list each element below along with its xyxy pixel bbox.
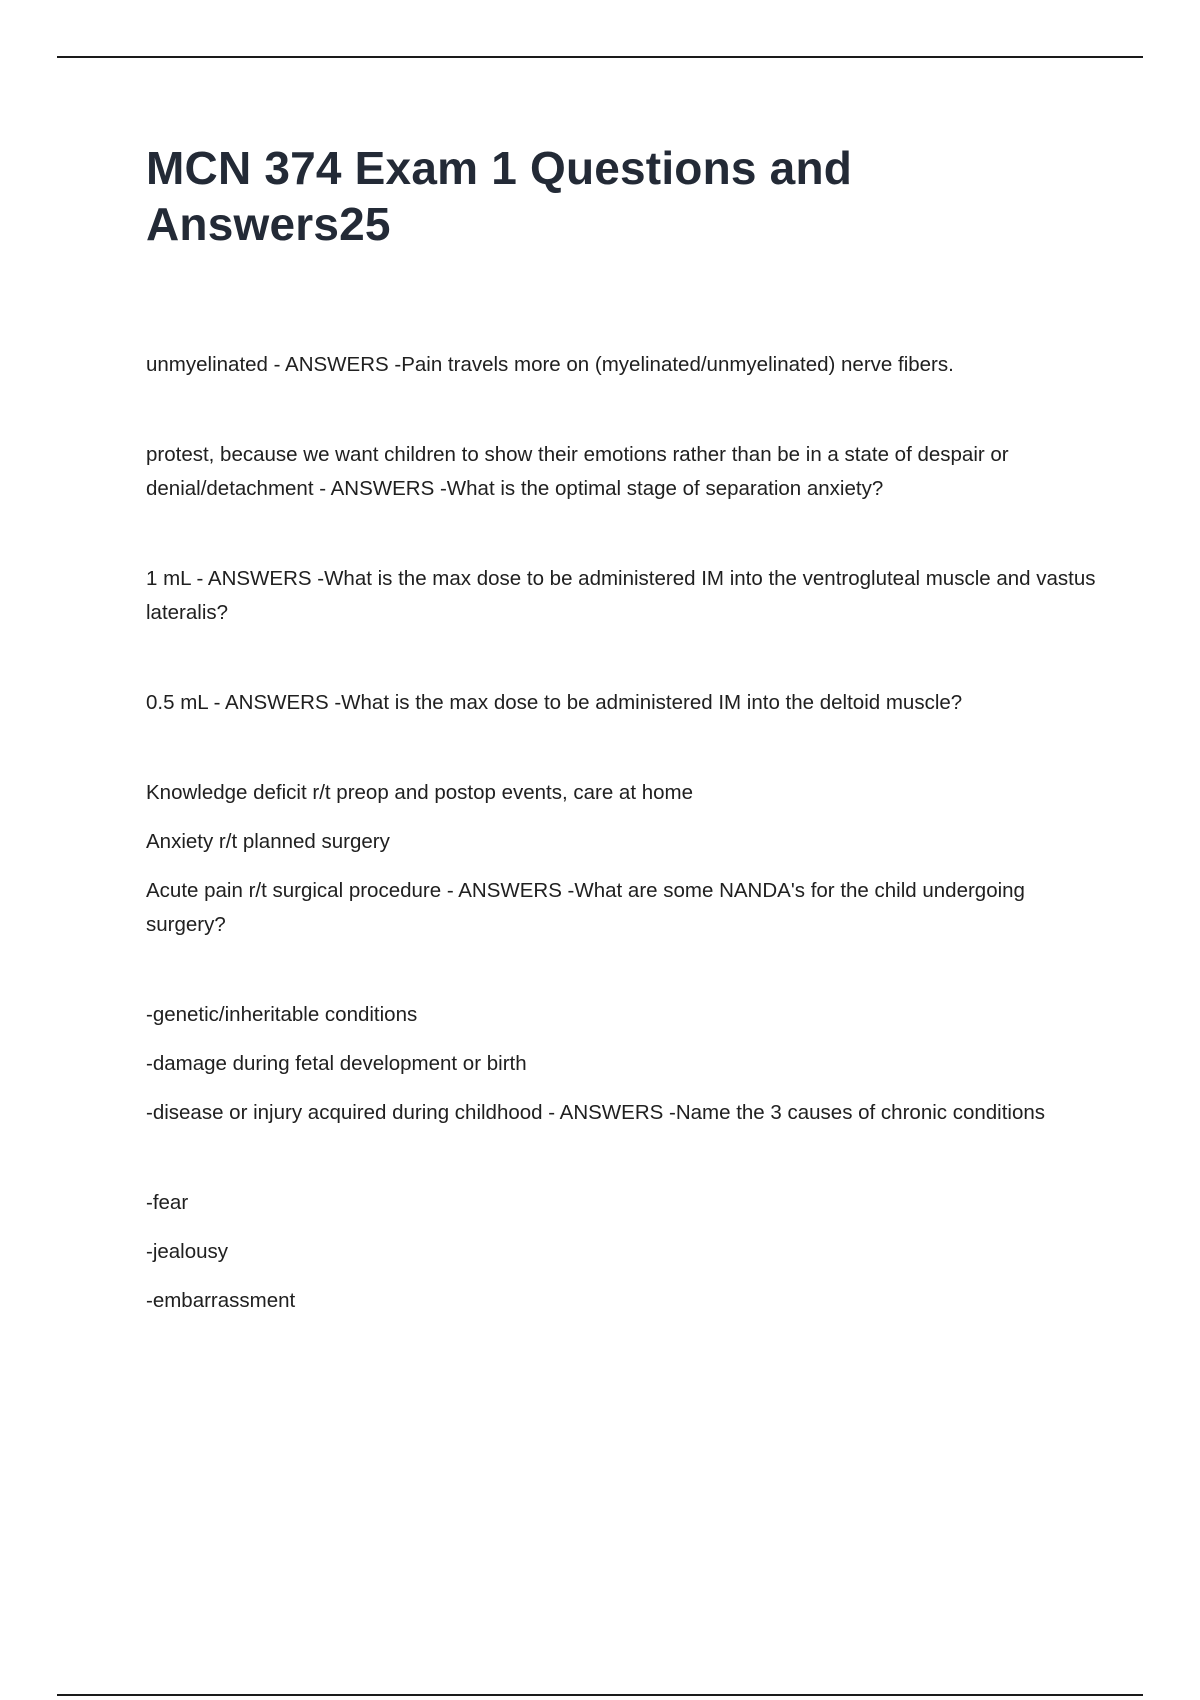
- top-divider: [57, 56, 1143, 58]
- qa-line: -genetic/inheritable conditions: [146, 1003, 418, 1026]
- qa-line: unmyelinated - ANSWERS -Pain travels more on (myelinated/unmyelinated) nerve fibers.: [146, 353, 954, 376]
- qa-entry-4: [146, 686, 1096, 720]
- qa-line: -damage during fetal development or birth: [146, 1052, 527, 1075]
- qa-entry-7: [146, 1186, 1096, 1318]
- qa-list: [146, 348, 1096, 1318]
- qa-entry-1: [146, 348, 1096, 382]
- qa-line: -disease or injury acquired during childhood - ANSWERS -Name the 3 causes of chronic conditions: [146, 1101, 1046, 1124]
- qa-line: -fear: [146, 1191, 189, 1214]
- qa-entry-6: [146, 998, 1096, 1130]
- qa-entry-5: [146, 776, 1096, 942]
- qa-line: 1 mL - ANSWERS -What is the max dose to be administered IM into the ventrogluteal muscle and vastus lateralis?: [146, 567, 1096, 624]
- qa-line: -embarrassment: [146, 1289, 296, 1312]
- qa-line: Acute pain r/t surgical procedure - ANSWERS -What are some NANDA's for the child undergoing surgery?: [146, 879, 1025, 936]
- qa-line: Knowledge deficit r/t preop and postop events, care at home: [146, 781, 694, 804]
- qa-line: -jealousy: [146, 1240, 229, 1263]
- qa-line: protest, because we want children to show their emotions rather than be in a state of despair or denial/detachment - ANSWERS -What is the optimal stage of separation anxiety?: [146, 443, 1009, 500]
- document-content: [146, 140, 1096, 1374]
- qa-entry-2: [146, 438, 1096, 506]
- qa-line: 0.5 mL - ANSWERS -What is the max dose to be administered IM into the deltoid muscle?: [146, 691, 963, 714]
- qa-entry-3: [146, 562, 1096, 630]
- qa-line: Anxiety r/t planned surgery: [146, 830, 390, 853]
- document-title: MCN 374 Exam 1 Questions and Answers25: [146, 142, 853, 250]
- bottom-divider: [57, 1694, 1143, 1696]
